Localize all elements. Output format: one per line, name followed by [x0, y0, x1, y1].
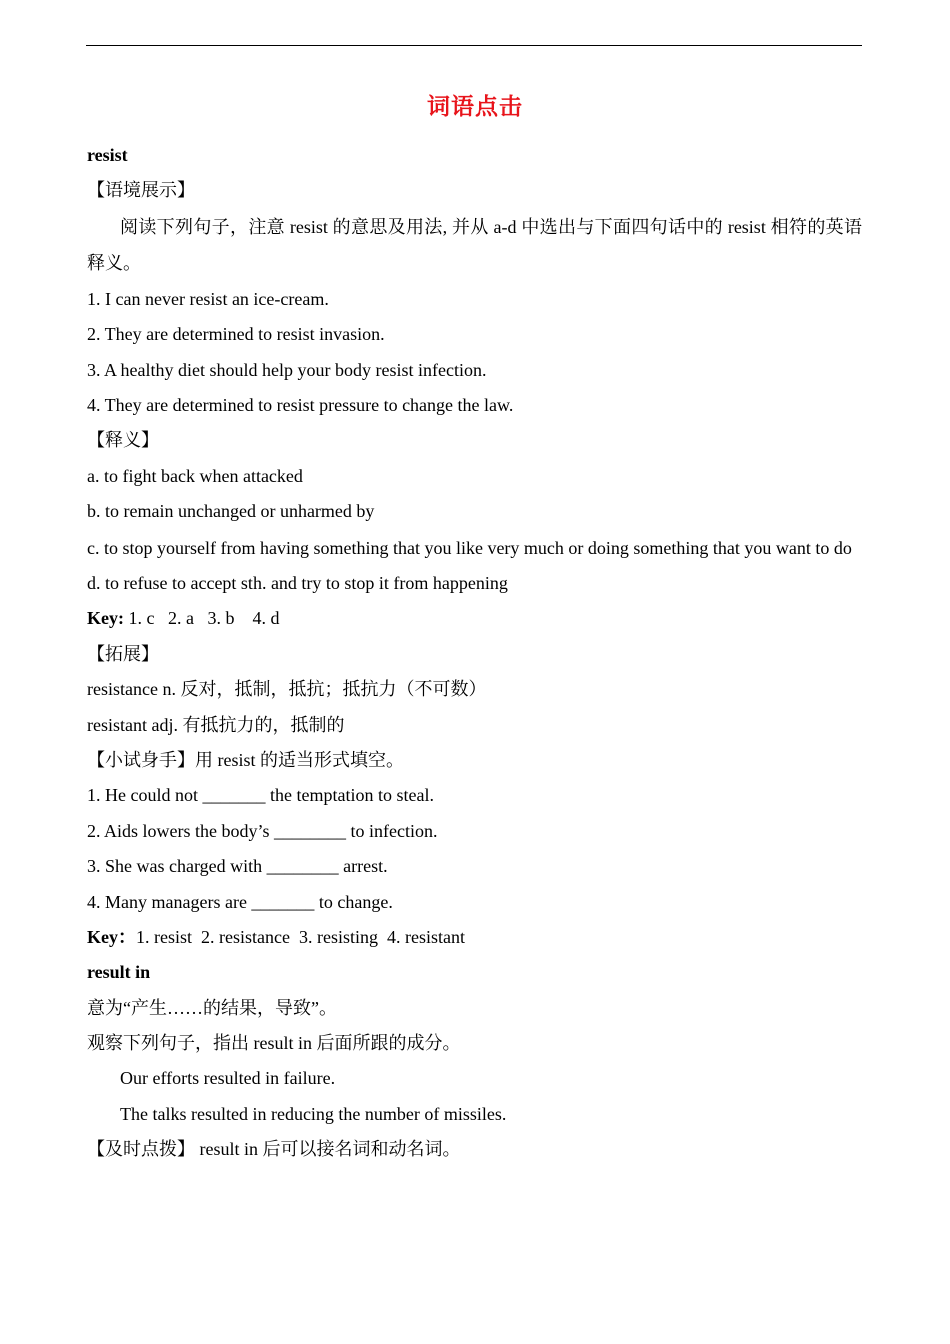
definition-item: c. to stop yourself from having something that you like very much or doing something that you want to do	[87, 537, 852, 558]
practice-instruction: 用 resist 的适当形式填空。	[195, 749, 404, 770]
expansion-item: resistance n. 反对，抵制，抵抗；抵抗力（不可数）	[87, 679, 487, 700]
tip-line	[87, 1132, 862, 1167]
definitions-label: 【释义】	[87, 430, 159, 451]
example-sentence: 2. They are determined to resist invasion.	[87, 324, 385, 345]
answer-key-label: Key：	[87, 926, 136, 947]
answer-key-text: 1. c 2. a 3. b 4. d	[123, 608, 280, 629]
practice-heading	[87, 743, 862, 778]
meaning-line: 意为“产生……的结果，导致”。	[87, 997, 337, 1018]
page-title: 词语点击	[427, 94, 523, 119]
expansion-item: resistant adj. 有抵抗力的，抵制的	[87, 714, 345, 735]
answer-key-text: 1. resist 2. resistance 3. resisting 4. resistant	[136, 926, 465, 947]
context-label: 【语境展示】	[87, 180, 195, 201]
example-sentence: 3. A healthy diet should help your body resist infection.	[87, 359, 487, 380]
tip-text: result in 后可以接名词和动名词。	[195, 1139, 461, 1160]
example-sentence: 1. I can never resist an ice-cream.	[87, 288, 329, 309]
definition-item: d. to refuse to accept sth. and try to stop it from happening	[87, 573, 508, 594]
answer-key	[87, 920, 862, 955]
expansion-label: 【拓展】	[87, 643, 159, 664]
section-heading-result-in: result in	[87, 962, 151, 983]
practice-item: 4. Many managers are _______ to change.	[87, 891, 393, 912]
example-sentence: The talks resulted in reducing the number of missiles.	[120, 1103, 507, 1124]
practice-label: 【小试身手】	[87, 749, 195, 770]
document-body	[87, 138, 862, 1168]
observe-line: 观察下列句子，指出 result in 后面所跟的成分。	[87, 1033, 461, 1054]
practice-item: 3. She was charged with ________ arrest.	[87, 856, 388, 877]
example-sentence: 4. They are determined to resist pressure to change the law.	[87, 394, 514, 415]
tip-label: 【及时点拨】	[87, 1139, 195, 1160]
answer-key	[87, 601, 862, 636]
instruction-paragraph: 阅读下列句子，注意 resist 的意思及用法, 并从 a-d 中选出与下面四句话中的 resist 相符的英语释义。	[87, 216, 862, 274]
header-rule	[86, 45, 862, 46]
definition-item: b. to remain unchanged or unharmed by	[87, 501, 375, 522]
practice-item: 1. He could not _______ the temptation to steal.	[87, 785, 434, 806]
definition-item: a. to fight back when attacked	[87, 465, 303, 486]
example-sentence: Our efforts resulted in failure.	[120, 1068, 336, 1089]
practice-item: 2. Aids lowers the body’s ________ to infection.	[87, 820, 438, 841]
answer-key-label: Key:	[87, 608, 124, 629]
section-heading-resist: resist	[87, 145, 128, 165]
